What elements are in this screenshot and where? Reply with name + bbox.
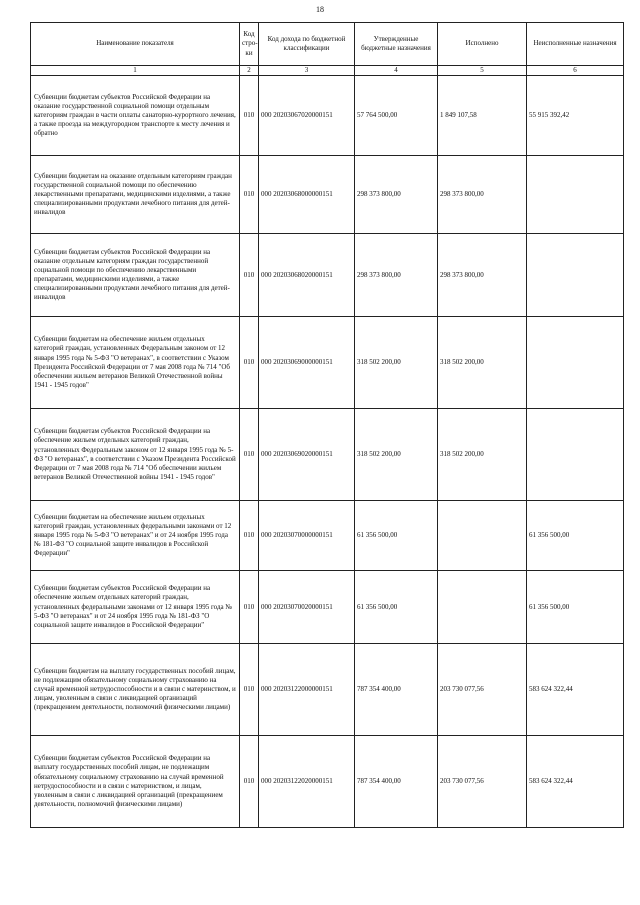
income-code-cell: 000 20203122000000151: [259, 644, 355, 736]
approved-amount-cell: 61 356 500,00: [355, 501, 438, 571]
column-number: 6: [527, 66, 624, 76]
unexecuted-amount-cell: 55 915 392,42: [527, 76, 624, 156]
income-code-cell: 000 20203069020000151: [259, 409, 355, 501]
income-code-cell: 000 20203068020000151: [259, 234, 355, 317]
page-number: 18: [316, 5, 324, 14]
approved-amount-cell: 57 764 500,00: [355, 76, 438, 156]
income-code-cell: 000 20203067020000151: [259, 76, 355, 156]
table-row: [31, 501, 624, 571]
approved-amount-cell: 298 373 800,00: [355, 156, 438, 234]
column-number: 3: [259, 66, 355, 76]
indicator-name-cell: Субвенции бюджетам субъектов Российской Федерации на выплату государственных пособий лицам, не подлежащим обязательному социальному страхованию на случай временной нетрудоспособности и в связи с материнством, и лицам, уволенным в связи с ликвидацией организаций (прекращением деятельности, полномочий физическими лицами): [31, 736, 240, 828]
table-body: [31, 76, 624, 828]
approved-amount-cell: 298 373 800,00: [355, 234, 438, 317]
unexecuted-amount-cell: [527, 234, 624, 317]
unexecuted-amount-cell: 61 356 500,00: [527, 501, 624, 571]
header-cell-name: Наименование показателя: [31, 23, 240, 66]
executed-amount-cell: 1 849 107,58: [438, 76, 527, 156]
executed-amount-cell: 318 502 200,00: [438, 317, 527, 409]
approved-amount-cell: 787 354 400,00: [355, 644, 438, 736]
executed-amount-cell: 298 373 800,00: [438, 156, 527, 234]
table-row: [31, 736, 624, 828]
unexecuted-amount-cell: 583 624 322,44: [527, 736, 624, 828]
executed-amount-cell: [438, 571, 527, 644]
executed-amount-cell: [438, 501, 527, 571]
indicator-name-cell: Субвенции бюджетам субъектов Российской Федерации на обеспечение жильем отдельных категорий граждан, установленных Федеральным законом от 12 января 1995 года № 5-ФЗ "О ветеранах", в соответствии с Указом Президента Российской Федерации от 7 мая 2008 года № 714 "Об обеспечении жильем ветеранов Великой Отечественной войны 1941 - 1945 годов": [31, 409, 240, 501]
income-code-cell: 000 20203070000000151: [259, 501, 355, 571]
header-cell-executed: Исполнено: [438, 23, 527, 66]
column-number: 2: [240, 66, 259, 76]
income-code-cell: 000 20203070020000151: [259, 571, 355, 644]
approved-amount-cell: 787 354 400,00: [355, 736, 438, 828]
table-row: [31, 571, 624, 644]
line-code-cell: 010: [240, 234, 259, 317]
approved-amount-cell: 318 502 200,00: [355, 409, 438, 501]
line-code-cell: 010: [240, 571, 259, 644]
unexecuted-amount-cell: [527, 409, 624, 501]
column-number: 5: [438, 66, 527, 76]
table-row: [31, 156, 624, 234]
column-number: 1: [31, 66, 240, 76]
income-code-cell: 000 20203122020000151: [259, 736, 355, 828]
column-number-row: [31, 66, 624, 76]
header-cell-code: Код дохода по бюджетной классификации: [259, 23, 355, 66]
executed-amount-cell: 203 730 077,56: [438, 644, 527, 736]
income-code-cell: 000 20203069000000151: [259, 317, 355, 409]
approved-amount-cell: 318 502 200,00: [355, 317, 438, 409]
indicator-name-cell: Субвенции бюджетам на выплату государственных пособий лицам, не подлежащим обязательному социальному страхованию на случай временной нетрудоспособности и в связи с материнством, и лицам, уволенным в связи с ликвидацией организаций (прекращением деятельности, полномочий физическими лицами): [31, 644, 240, 736]
unexecuted-amount-cell: 61 356 500,00: [527, 571, 624, 644]
budget-table: [30, 22, 624, 828]
indicator-name-cell: Субвенции бюджетам субъектов Российской Федерации на оказание государственной социальной помощи отдельным категориям граждан в части оплаты санаторно-курортного лечения, а также проезда на междугородном транспорте к месту лечения и обратно: [31, 76, 240, 156]
indicator-name-cell: Субвенции бюджетам на оказание отдельным категориям граждан государственной социальной помощи по обеспечению лекарственными препаратами, медицинскими изделиями, а также специализированными продуктами лечебного питания для детей-инвалидов: [31, 156, 240, 234]
line-code-cell: 010: [240, 644, 259, 736]
line-code-cell: 010: [240, 156, 259, 234]
line-code-cell: 010: [240, 76, 259, 156]
income-code-cell: 000 20203068000000151: [259, 156, 355, 234]
header-cell-line: Код стро-ки: [240, 23, 259, 66]
unexecuted-amount-cell: [527, 317, 624, 409]
line-code-cell: 010: [240, 317, 259, 409]
column-number: 4: [355, 66, 438, 76]
unexecuted-amount-cell: [527, 156, 624, 234]
executed-amount-cell: 318 502 200,00: [438, 409, 527, 501]
approved-amount-cell: 61 356 500,00: [355, 571, 438, 644]
line-code-cell: 010: [240, 736, 259, 828]
indicator-name-cell: Субвенции бюджетам на обеспечение жильем отдельных категорий граждан, установленных федеральными законами от 12 января 1995 года № 5-ФЗ "О ветеранах" и от 24 ноября 1995 года № 181-ФЗ "О социальной защите инвалидов в Российской Федерации": [31, 501, 240, 571]
header-cell-unexecuted: Неисполненные назначения: [527, 23, 624, 66]
line-code-cell: 010: [240, 409, 259, 501]
indicator-name-cell: Субвенции бюджетам субъектов Российской Федерации на оказание отдельным категориям граждан государственной социальной помощи по обеспечению лекарственными препаратами, медицинскими изделиями, а также специализированными продуктами лечебного питания для детей-инвалидов: [31, 234, 240, 317]
table-row: [31, 644, 624, 736]
unexecuted-amount-cell: 583 624 322,44: [527, 644, 624, 736]
indicator-name-cell: Субвенции бюджетам субъектов Российской Федерации на обеспечение жильем отдельных категорий граждан, установленных федеральными законами от 12 января 1995 года № 5-ФЗ "О ветеранах" и от 24 ноября 1995 года № 181-ФЗ "О социальной защите инвалидов в Российской Федерации": [31, 571, 240, 644]
table-row: [31, 409, 624, 501]
indicator-name-cell: Субвенции бюджетам на обеспечение жильем отдельных категорий граждан, установленных Федеральным законом от 12 января 1995 года № 5-ФЗ "О ветеранах", в соответствии с Указом Президента Российской Федерации от 7 мая 2008 года № 714 "Об обеспечении жильем ветеранов Великой Отечественной войны 1941 - 1945 годов": [31, 317, 240, 409]
header-row: [31, 23, 624, 66]
table-row: [31, 234, 624, 317]
executed-amount-cell: 298 373 800,00: [438, 234, 527, 317]
executed-amount-cell: 203 730 077,56: [438, 736, 527, 828]
header-cell-approved: Утвержденные бюджетные назначения: [355, 23, 438, 66]
line-code-cell: 010: [240, 501, 259, 571]
table-row: [31, 76, 624, 156]
table-row: [31, 317, 624, 409]
